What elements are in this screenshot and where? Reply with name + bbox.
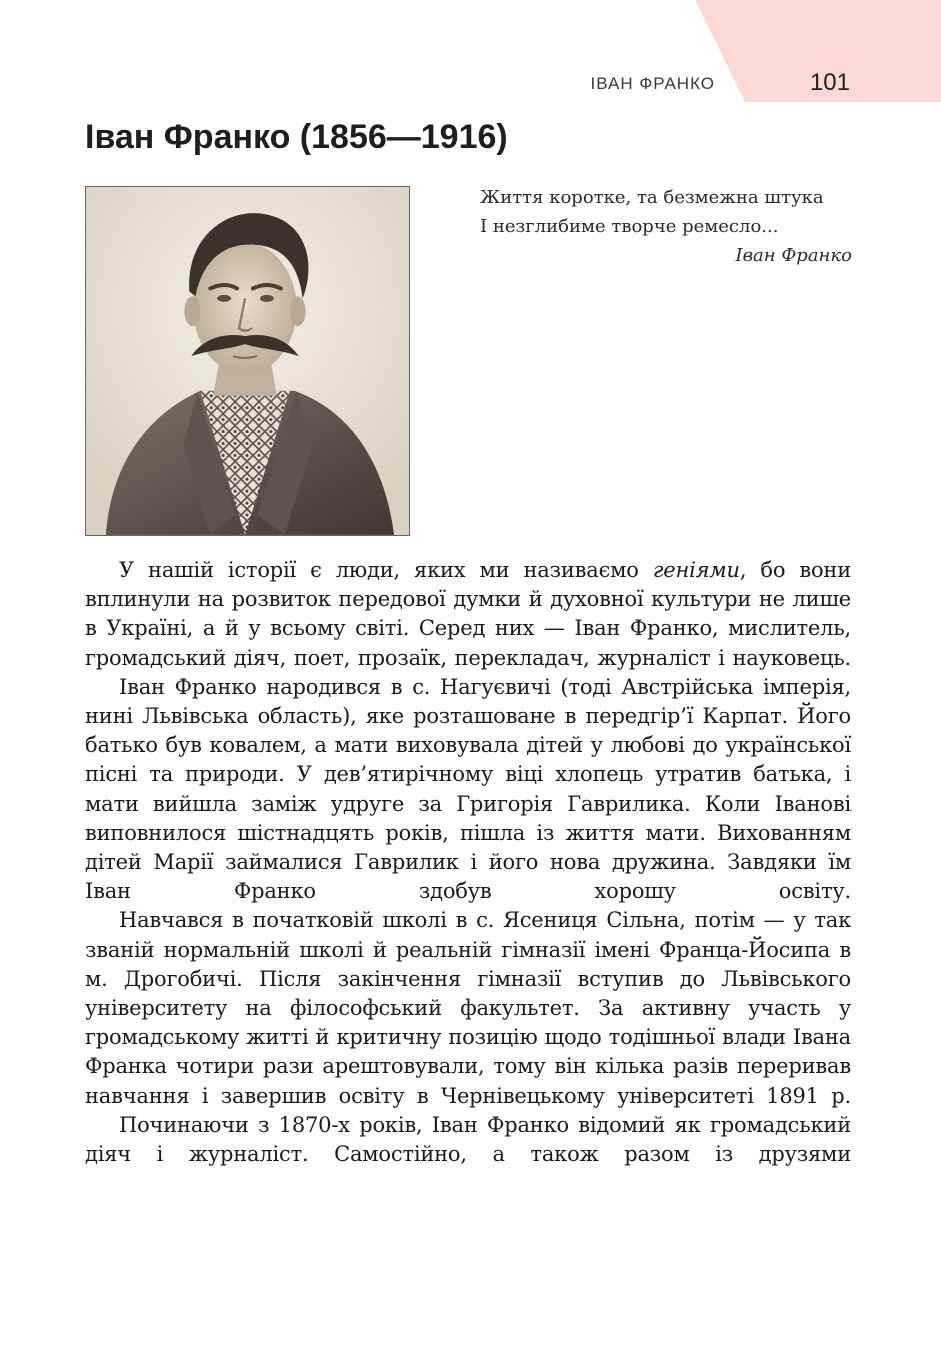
page-number: 101 [809, 69, 850, 96]
portrait-photo [85, 186, 410, 536]
paragraph [85, 556, 851, 673]
article-body [85, 556, 851, 1169]
epigraph [480, 183, 852, 270]
page-title: Іван Франко (1856—1916) [85, 118, 508, 156]
paragraph: Іван Франко народився в с. Нагуєвичі (тоді Австрійська імперія, нині Львівська область), яке розташоване в передгір’ї Карпат. Його батько був ковалем, а мати виховувала дітей у любові до української пісні та природи. У дев’ятирічному віці хлопець утратив батька, і мати вийшла заміж удруге за Григорія Гаврилика. Коли Іванові виповнилося шістнадцять років, пішла із життя мати. Вихованням дітей Марії займалися Гаврилик і його нова дружина. Завдяки їм Іван Франко здобув хорошу освіту. [85, 674, 851, 904]
paragraph: Навчався в початковій школі в с. Ясениця Сільна, потім — у так званій нормальній школі й реальній гімназії імені Франца-Йосипа в м. Дрогобичі. Після закінчення гімназії вступив до Львівського університету на філософський факультет. За активну участь у громадському житті й критичну позицію щодо тодішньої влади Івана Франка чотири рази арештовували, тому він кілька разів переривав навчання і завершив освіту в Чернівецькому університеті 1891 р. [85, 908, 851, 1108]
paragraph-text: У нашій історії є люди, яких ми називаємо [119, 558, 653, 582]
paragraph-text: , бо вони вплинули на розвиток передової думки й духовної культури не лише в Україні, а й у всьому світі. Серед них — Іван Франко, мислитель, громадський діяч, поет, прозаїк, перекладач, журналіст і науковець. [85, 558, 851, 670]
emphasized-term: геніями [652, 558, 740, 582]
epigraph-author: Іван Франко [735, 245, 852, 266]
epigraph-line: І незглибиме творче ремесло... [480, 216, 779, 237]
epigraph-line: Життя коротке, та безмежна штука [480, 187, 824, 208]
paragraph: Починаючи з 1870-х років, Іван Франко відомий як громадський діяч і журналіст. Самостійно, а також разом із друзями [85, 1112, 851, 1167]
portrait-icon [86, 187, 409, 535]
running-head: ІВАН ФРАНКО [590, 74, 715, 93]
